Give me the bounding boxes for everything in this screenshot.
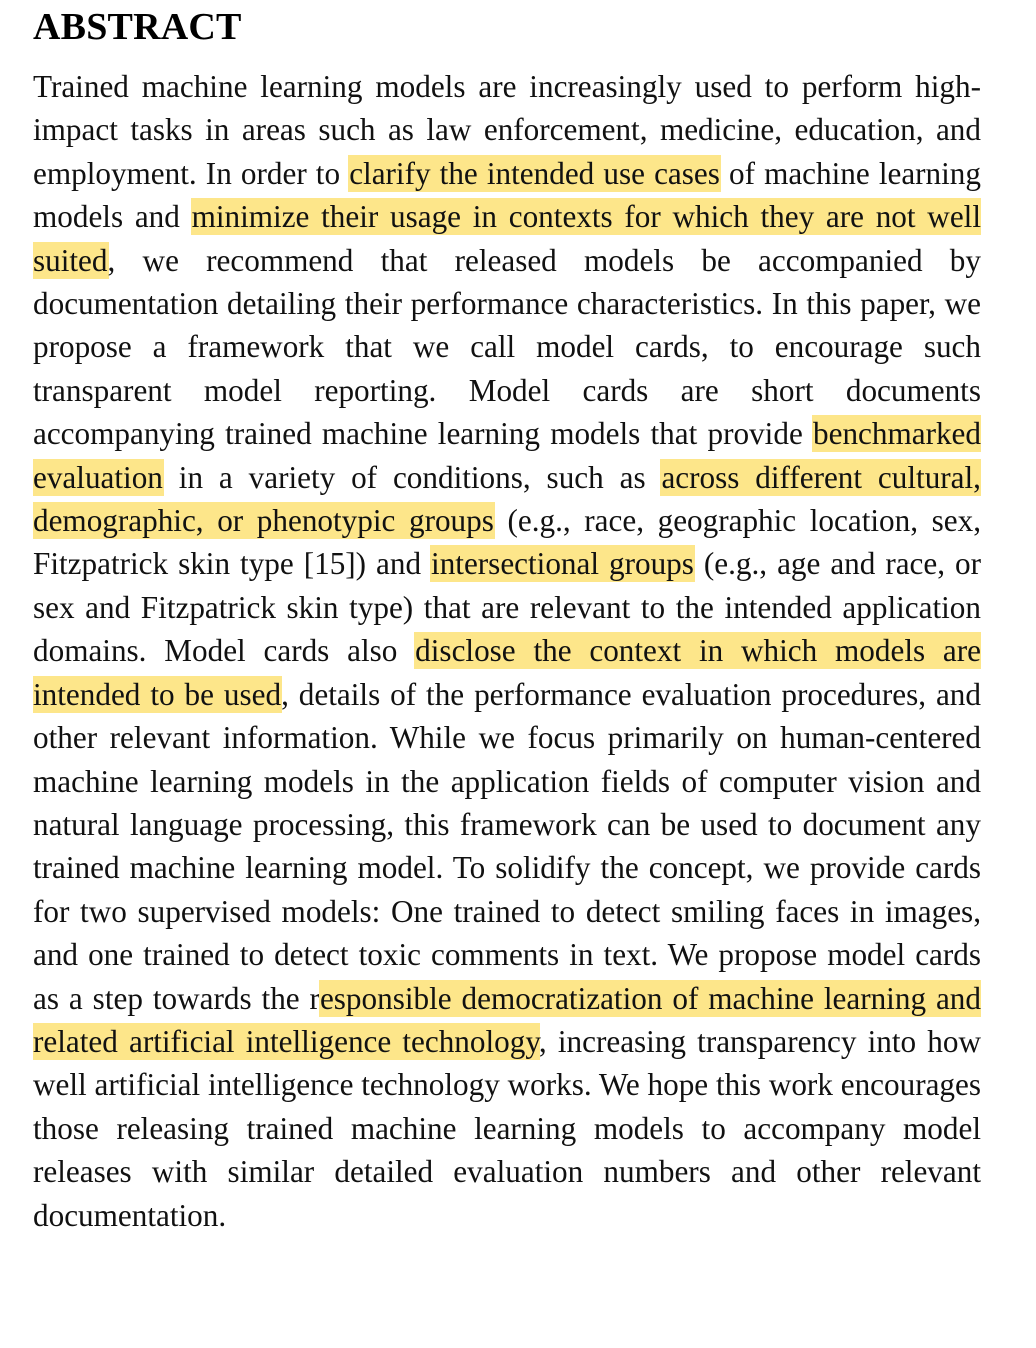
abstract-text: (e.g., age and race, or sex and Fitzpatrick skin type) that are relevant to the intended application domains. Model cards also bbox=[33, 546, 981, 669]
highlight-benchmarked-evaluation[interactable]: benchmarked evaluation bbox=[33, 416, 981, 495]
highlight-minimize-usage[interactable]: minimize their usage in contexts for which they are not well suited bbox=[33, 199, 981, 278]
abstract-text: , details of the performance evaluation procedures, and other relevant information. While we focus primarily on human-centered machine learning models in the application fields of computer vision and natural language processing, this framework can be used to document any trained machine learning model. To solidify the concept, we provide cards for two supervised models: One trained to detect smiling faces in images, and one trained to detect toxic comments in text. We propose model cards as a step towards the r bbox=[33, 676, 981, 1016]
paper-page bbox=[33, 0, 981, 1237]
section-heading: ABSTRACT bbox=[33, 6, 242, 48]
highlight-democratization[interactable]: esponsible democratization of machine learning and related artificial intelligence technology bbox=[33, 980, 981, 1059]
abstract-text: (e.g., race, geographic location, sex, Fitzpatrick skin type [15]) and bbox=[33, 503, 981, 582]
highlight-context[interactable]: disclose the context in which models are intended to be used bbox=[33, 633, 982, 712]
highlight-groups[interactable]: across different cultural, demographic, or phenotypic groups bbox=[33, 459, 981, 539]
highlight-intended-use[interactable]: clarify the intended use cases bbox=[349, 155, 720, 191]
abstract-text: , we recommend that released models be accompanied by documentation detailing their performance characteristics. In this paper, we propose a framework that we call model cards, to encourage such transparent model reporting. Model cards are short documents accompanying trained machine learning models that provide bbox=[33, 242, 981, 452]
abstract-text: , increasing transparency into how well artificial intelligence technology works. We hope this work encourages those releasing trained machine learning models to accompany model releases with similar detailed evaluation numbers and other relevant documentation. bbox=[33, 1023, 981, 1233]
abstract-text: in a variety of conditions, such as bbox=[162, 459, 662, 495]
abstract-paragraph bbox=[33, 65, 981, 1237]
abstract-text: Trained machine learning models are increasingly used to perform high-impact tasks in areas such as law enforcement, medicine, education, and employment. In order to bbox=[33, 69, 981, 191]
highlight-intersectional-groups[interactable]: intersectional groups bbox=[431, 546, 694, 582]
abstract-text: of machine learning models and bbox=[33, 155, 981, 235]
